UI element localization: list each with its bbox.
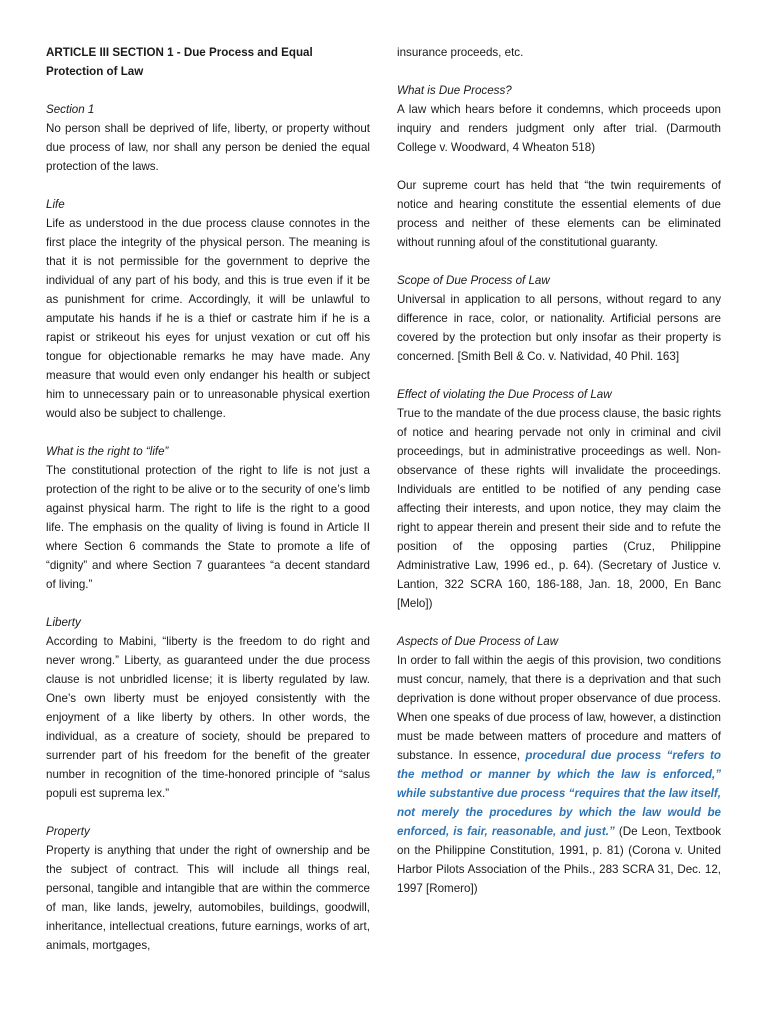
scope-text: Universal in application to all persons, without regard to any difference in race, color, or nationality. Artificial persons are covered by the protection but only insofar as their property is concerned. [Smith Bell & Co. v. Natividad, 40 Phil. 163] [397, 293, 721, 363]
aspects-text-end: (De Leon, Textbook on the Philippine Constitution, 1991, p. 81) (Corona v. United Harbor Pilots Association of the Phils., 283 SCRA 31, Dec. 12, 1997 [Romero]) [397, 825, 721, 895]
continuation-text: insurance proceeds, etc. [397, 46, 524, 59]
section1-heading: Section 1 [46, 103, 95, 116]
effect-heading: Effect of violating the Due Process of Law [397, 388, 612, 401]
due-process-text: A law which hears before it condemns, which proceeds upon inquiry and renders judgment only after trial. (Darmouth College v. Woodward, 4 Wheaton 518) [397, 103, 721, 154]
property-text: Property is anything that under the right of ownership and be the subject of contract. This will include all things real, personal, tangible and intangible that are within the commerce of man, like lands, jewelry, automobiles, buildings, goodwill, inheritance, intellectual creations, future earnings, works of art, animals, mortgages, [46, 844, 370, 952]
article-title: ARTICLE III SECTION 1 - Due Process and Equal Protection of Law [46, 46, 313, 78]
right-to-life-heading: What is the right to “life” [46, 445, 169, 458]
due-process-heading: What is Due Process? [397, 84, 512, 97]
section1-text: No person shall be deprived of life, liberty, or property without due process of law, nor shall any person be denied the equal protection of the laws. [46, 122, 370, 173]
effect-text: True to the mandate of the due process clause, the basic rights of notice and hearing pervade not only in criminal and civil proceedings, but in administrative proceedings as well. Non-observance of these rights will invalidate the proceedings. Individuals are entitled to be notified of any pending case affecting their interests, and upon notice, they may claim the right to appear therein and present their side and to refute the position of the opposing parties (Cruz, Philippine Administrative Law, 1996 ed., p. 64). (Secretary of Justice v. Lantion, 322 SCRA 160, 186-188, Jan. 18, 2000, En Banc [Melo]) [397, 407, 721, 610]
aspects-text [397, 651, 721, 898]
liberty-text: According to Mabini, “liberty is the freedom to do right and never wrong.” Liberty, as guaranteed under the due process clause is not unbridled license; it is liberty regulated by law. One’s own liberty must be enjoyed consistently with the enjoyment of a like liberty by others. In other words, the individual, as a creature of society, should be prepared to surrender part of his freedom for the benefit of the greater number in recognition of the time-honored principle of “salus populi est suprema lex.” [46, 635, 370, 800]
aspects-highlight: procedural due process “refers to the method or manner by which the law is enforced,” while substantive due process “requires that the law itself, not merely the procedures by which the law would be enforced, is fair, reasonable, and just.” [397, 749, 721, 838]
aspects-heading: Aspects of Due Process of Law [397, 635, 559, 648]
life-heading: Life [46, 198, 65, 211]
right-column [397, 43, 721, 898]
liberty-heading: Liberty [46, 616, 81, 629]
aspects-text-start: In order to fall within the aegis of this provision, two conditions must concur, namely, that there is a deprivation and that such deprivation is done without proper observance of due process. When one speaks of due process of law, however, a distinction must be made between matters of procedure and matters of substance. In essence, [397, 654, 721, 762]
left-column [46, 43, 370, 955]
supreme-court-text: Our supreme court has held that “the twin requirements of notice and hearing constitute the essential elements of due process and neither of these elements can be eliminated without running afoul of the constitutional guaranty. [397, 179, 721, 249]
property-heading: Property [46, 825, 90, 838]
scope-heading: Scope of Due Process of Law [397, 274, 550, 287]
right-to-life-text: The constitutional protection of the right to life is not just a protection of the right to be alive or to the security of one’s limb against physical harm. The right to life is the right to a good life. The emphasis on the quality of living is found in Article II where Section 6 commands the State to promote a life of “dignity” and where Section 7 guarantees “a decent standard of living.” [46, 464, 370, 591]
life-text: Life as understood in the due process clause connotes in the first place the integrity of the physical person. The meaning is that it is not permissible for the government to deprive the individual of any part of his body, and this is true even if it be as punishment for crime. Accordingly, it will be unlawful to amputate his hands if he is a thief or castrate him if he is a rapist or strikeout his eyes for unjust vexation or cut off his tongue for objectionable remarks he may have made. Any measure that would even only endanger his health or subject him to unnecessary pain or to unreasonable physical exertion would also be subject to challenge. [46, 217, 370, 420]
